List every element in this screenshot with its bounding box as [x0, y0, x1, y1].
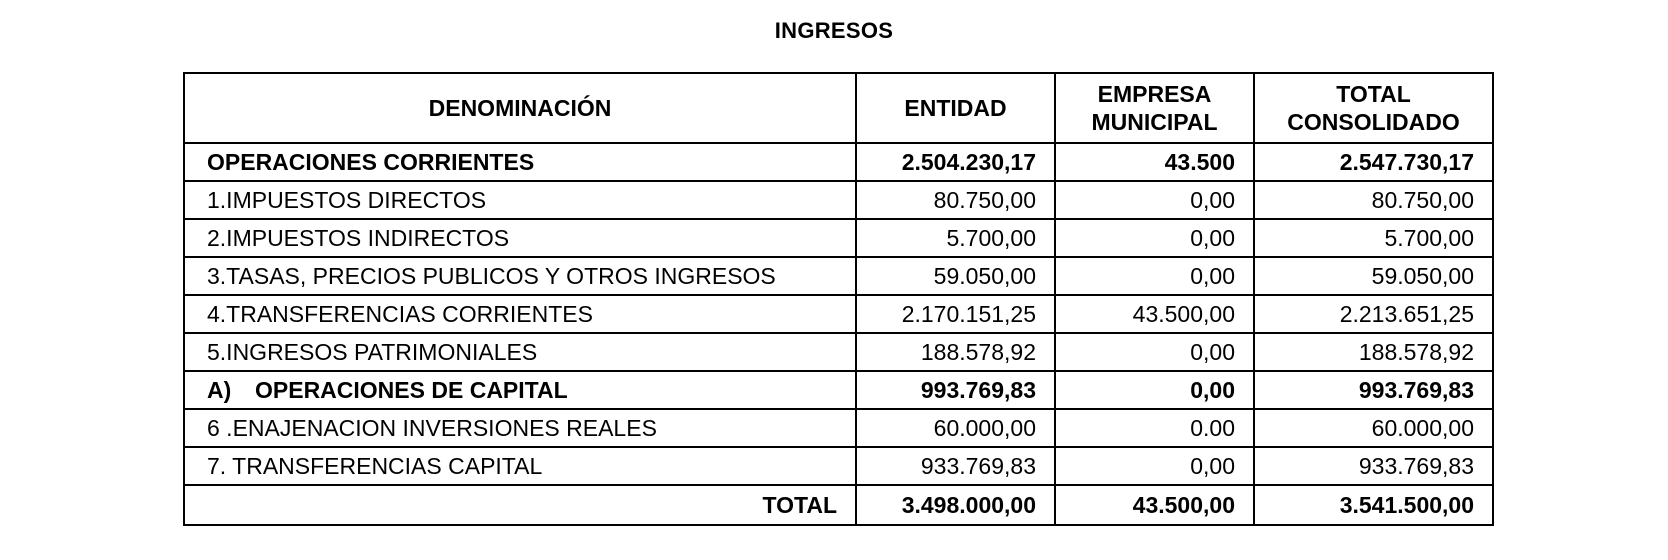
row-entidad: 188.578,92 — [856, 333, 1055, 371]
row-label: 3.TASAS, PRECIOS PUBLICOS Y OTROS INGRESOS — [184, 257, 856, 295]
row-label: 1.IMPUESTOS DIRECTOS — [184, 181, 856, 219]
row-total: 80.750,00 — [1254, 181, 1493, 219]
row-total: 59.050,00 — [1254, 257, 1493, 295]
row-empresa: 0,00 — [1055, 257, 1254, 295]
table-row — [184, 409, 1493, 447]
table-row — [184, 143, 1493, 181]
row-entidad: 80.750,00 — [856, 181, 1055, 219]
header-entidad: ENTIDAD — [856, 73, 1055, 143]
header-empresa-municipal — [1055, 73, 1254, 143]
header-empresa-line2: MUNICIPAL — [1091, 109, 1218, 135]
row-empresa: 43.500 — [1055, 143, 1254, 181]
row-label: 2.IMPUESTOS INDIRECTOS — [184, 219, 856, 257]
row-label — [184, 371, 856, 409]
row-label-text: OPERACIONES DE CAPITAL — [255, 377, 568, 403]
row-total: 2.547.730,17 — [1254, 143, 1493, 181]
table-row — [184, 295, 1493, 333]
row-entidad: 2.504.230,17 — [856, 143, 1055, 181]
total-label: TOTAL — [184, 485, 856, 525]
row-entidad: 2.170.151,25 — [856, 295, 1055, 333]
row-entidad: 933.769,83 — [856, 447, 1055, 485]
row-empresa: 0,00 — [1055, 219, 1254, 257]
row-empresa: 0,00 — [1055, 181, 1254, 219]
row-label: 6 .ENAJENACION INVERSIONES REALES — [184, 409, 856, 447]
table-row — [184, 181, 1493, 219]
row-entidad: 59.050,00 — [856, 257, 1055, 295]
row-entidad: 60.000,00 — [856, 409, 1055, 447]
row-empresa: 0,00 — [1055, 371, 1254, 409]
row-total: 5.700,00 — [1254, 219, 1493, 257]
header-total-consolidado — [1254, 73, 1493, 143]
row-total: 993.769,83 — [1254, 371, 1493, 409]
ingresos-table — [183, 72, 1494, 526]
header-total-line2: CONSOLIDADO — [1287, 109, 1460, 135]
header-denominacion: DENOMINACIÓN — [184, 73, 856, 143]
row-label-prefix: A) — [207, 377, 232, 403]
table-row — [184, 219, 1493, 257]
table-row — [184, 447, 1493, 485]
table-row — [184, 371, 1493, 409]
total-entidad: 3.498.000,00 — [856, 485, 1055, 525]
table-header-row — [184, 73, 1493, 143]
header-empresa-line1: EMPRESA — [1097, 81, 1212, 107]
row-total: 2.213.651,25 — [1254, 295, 1493, 333]
row-total: 188.578,92 — [1254, 333, 1493, 371]
total-row — [184, 485, 1493, 525]
row-total: 60.000,00 — [1254, 409, 1493, 447]
table-row — [184, 333, 1493, 371]
table-row — [184, 257, 1493, 295]
row-empresa: 0,00 — [1055, 447, 1254, 485]
row-label: 5.INGRESOS PATRIMONIALES — [184, 333, 856, 371]
total-consolidado: 3.541.500,00 — [1254, 485, 1493, 525]
row-empresa: 0.00 — [1055, 409, 1254, 447]
header-total-line1: TOTAL — [1336, 81, 1411, 107]
row-label: 7. TRANSFERENCIAS CAPITAL — [184, 447, 856, 485]
row-entidad: 5.700,00 — [856, 219, 1055, 257]
row-total: 933.769,83 — [1254, 447, 1493, 485]
row-label: OPERACIONES CORRIENTES — [184, 143, 856, 181]
row-entidad: 993.769,83 — [856, 371, 1055, 409]
row-label: 4.TRANSFERENCIAS CORRIENTES — [184, 295, 856, 333]
row-empresa: 0,00 — [1055, 333, 1254, 371]
row-empresa: 43.500,00 — [1055, 295, 1254, 333]
page-title: INGRESOS — [774, 18, 894, 43]
total-empresa: 43.500,00 — [1055, 485, 1254, 525]
